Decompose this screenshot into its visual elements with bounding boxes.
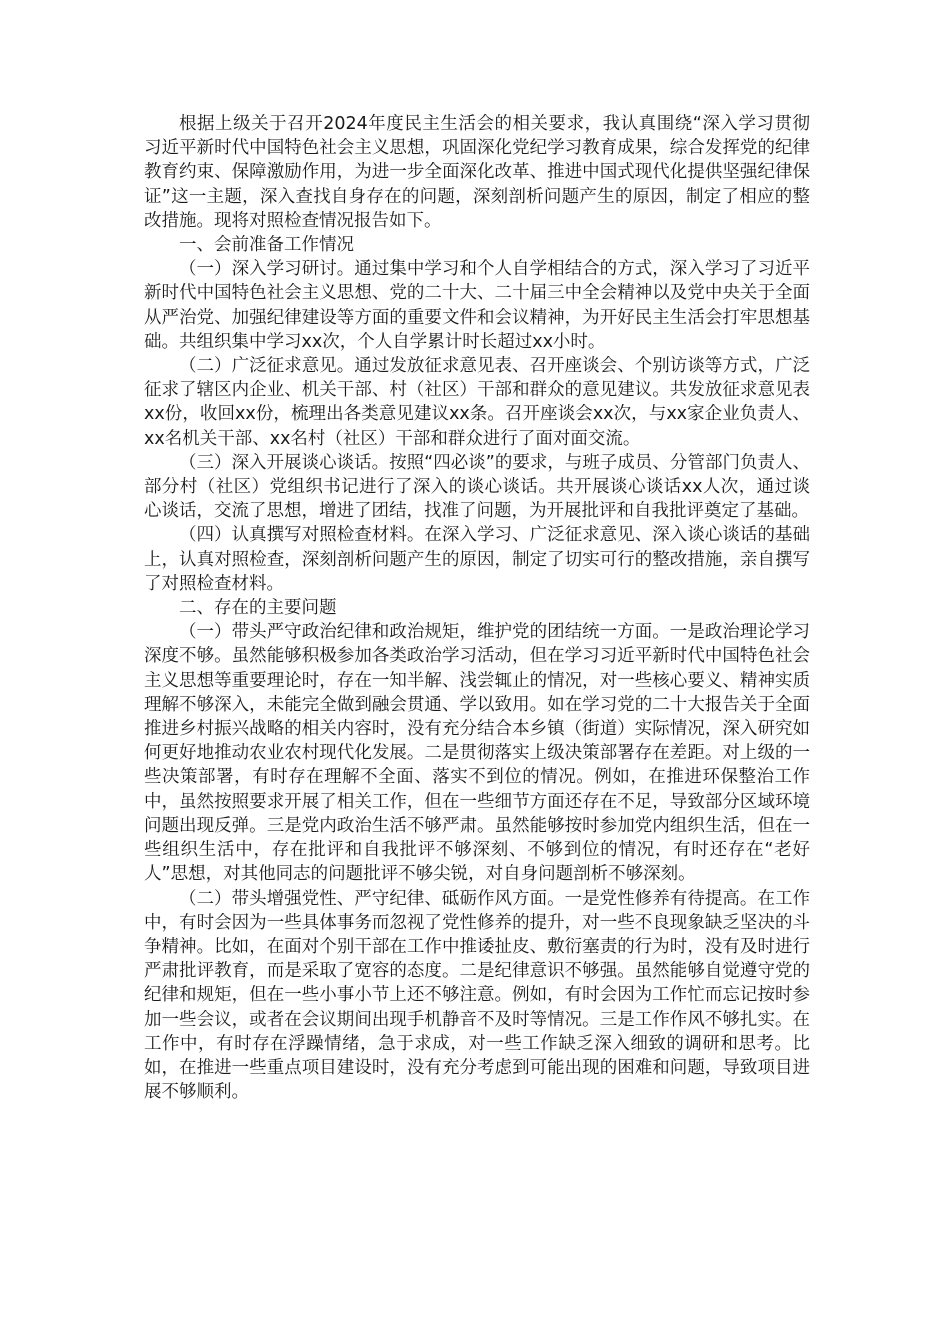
paragraph-party-spirit: （二）带头增强党性、严守纪律、砥砺作风方面。一是党性修养有待提高。在工作中，有时会因为一些具体事务而忽视了党性修养的提升，对一些不良现象缺乏坚决的斗争精神。比如，在面对个别干部在工作中推诿扯皮、敷衍塞责的行为时，没有及时进行严肃批评教育，而是采取了宽容的态度。二是纪律意识不够强。虽然能够自觉遵守党的纪律和规矩，但在一些小事小节上还不够注意。例如，有时会因为工作忙而忘记按时参加一些会议，或者在会议期间出现手机静音不及时等情况。三是工作作风不够扎实。在工作中，有时存在浮躁情绪，急于求成，对一些工作缺乏深入细致的调研和思考。比如，在推进一些重点项目建设时，没有充分考虑到可能出现的困难和问题，导致项目进展不够顺利。	[144, 888, 810, 1103]
paragraph-political-discipline: （一）带头严守政治纪律和政治规矩，维护党的团结统一方面。一是政治理论学习深度不够。虽然能够积极参加各类政治学习活动，但在学习习近平新时代中国特色社会主义思想等重要理论时，存在一知半解、浅尝辄止的情况，对一些核心要义、精神实质理解不够深入，未能完全做到融会贯通、学以致用。如在学习党的二十大报告关于全面推进乡村振兴战略的相关内容时，没有充分结合本乡镇（街道）实际情况，深入研究如何更好地推动农业农村现代化发展。二是贯彻落实上级决策部署存在差距。对上级的一些决策部署，有时存在理解不全面、落实不到位的情况。例如，在推进环保整治工作中，虽然按照要求开展了相关工作，但在一些细节方面还存在不足，导致部分区域环境问题出现反弹。三是党内政治生活不够严肃。虽然能够按时参加党内组织生活，但在一些组织生活中，存在批评和自我批评不够深刻、不够到位的情况，有时还存在“老好人”思想，对其他同志的问题批评不够尖锐，对自身问题剖析不够深刻。	[144, 622, 810, 885]
paragraph-materials: （四）认真撰写对照检查材料。在深入学习、广泛征求意见、深入谈心谈话的基础上，认真对照检查，深刻剖析问题产生的原因，制定了切实可行的整改措施，亲自撰写了对照检查材料。	[144, 525, 810, 594]
section-heading-preparation: 一、会前准备工作情况	[179, 235, 354, 256]
section-heading-problems: 二、存在的主要问题	[179, 598, 337, 619]
paragraph-talks: （三）深入开展谈心谈话。按照“四必谈”的要求，与班子成员、分管部门负责人、部分村（社区）党组织书记进行了深入的谈心谈话。共开展谈心谈话xx人次，通过谈心谈话，交流了思想，增进了团结，找准了问题，为开展批评和自我批评奠定了基础。	[144, 452, 810, 522]
paragraph-opinions: （二）广泛征求意见。通过发放征求意见表、召开座谈会、个别访谈等方式，广泛征求了辖区内企业、机关干部、村（社区）干部和群众的意见建议。共发放征求意见表xx份，收回xx份，梳理出各类意见建议xx条。召开座谈会xx次，与xx家企业负责人、xx名机关干部、xx名村（社区）干部和群众进行了面对面交流。	[144, 356, 810, 449]
document-page	[144, 112, 810, 1104]
intro-paragraph: 根据上级关于召开2024年度民主生活会的相关要求，我认真围绕“深入学习贯彻习近平新时代中国特色社会主义思想，巩固深化党纪学习教育成果，综合发挥党的纪律教育约束、保障激励作用，为进一步全面深化改革、推进中国式现代化提供坚强纪律保证”这一主题，深入查找自身存在的问题，深刻剖析问题产生的原因，制定了相应的整改措施。现将对照检查情况报告如下。	[144, 114, 810, 231]
paragraph-study: （一）深入学习研讨。通过集中学习和个人自学相结合的方式，深入学习了习近平新时代中国特色社会主义思想、党的二十大、二十届三中全会精神以及党中央关于全面从严治党、加强纪律建设等方面的重要文件和会议精神，为开好民主生活会打牢思想基础。共组织集中学习xx次，个人自学累计时长超过xx小时。	[144, 259, 810, 352]
